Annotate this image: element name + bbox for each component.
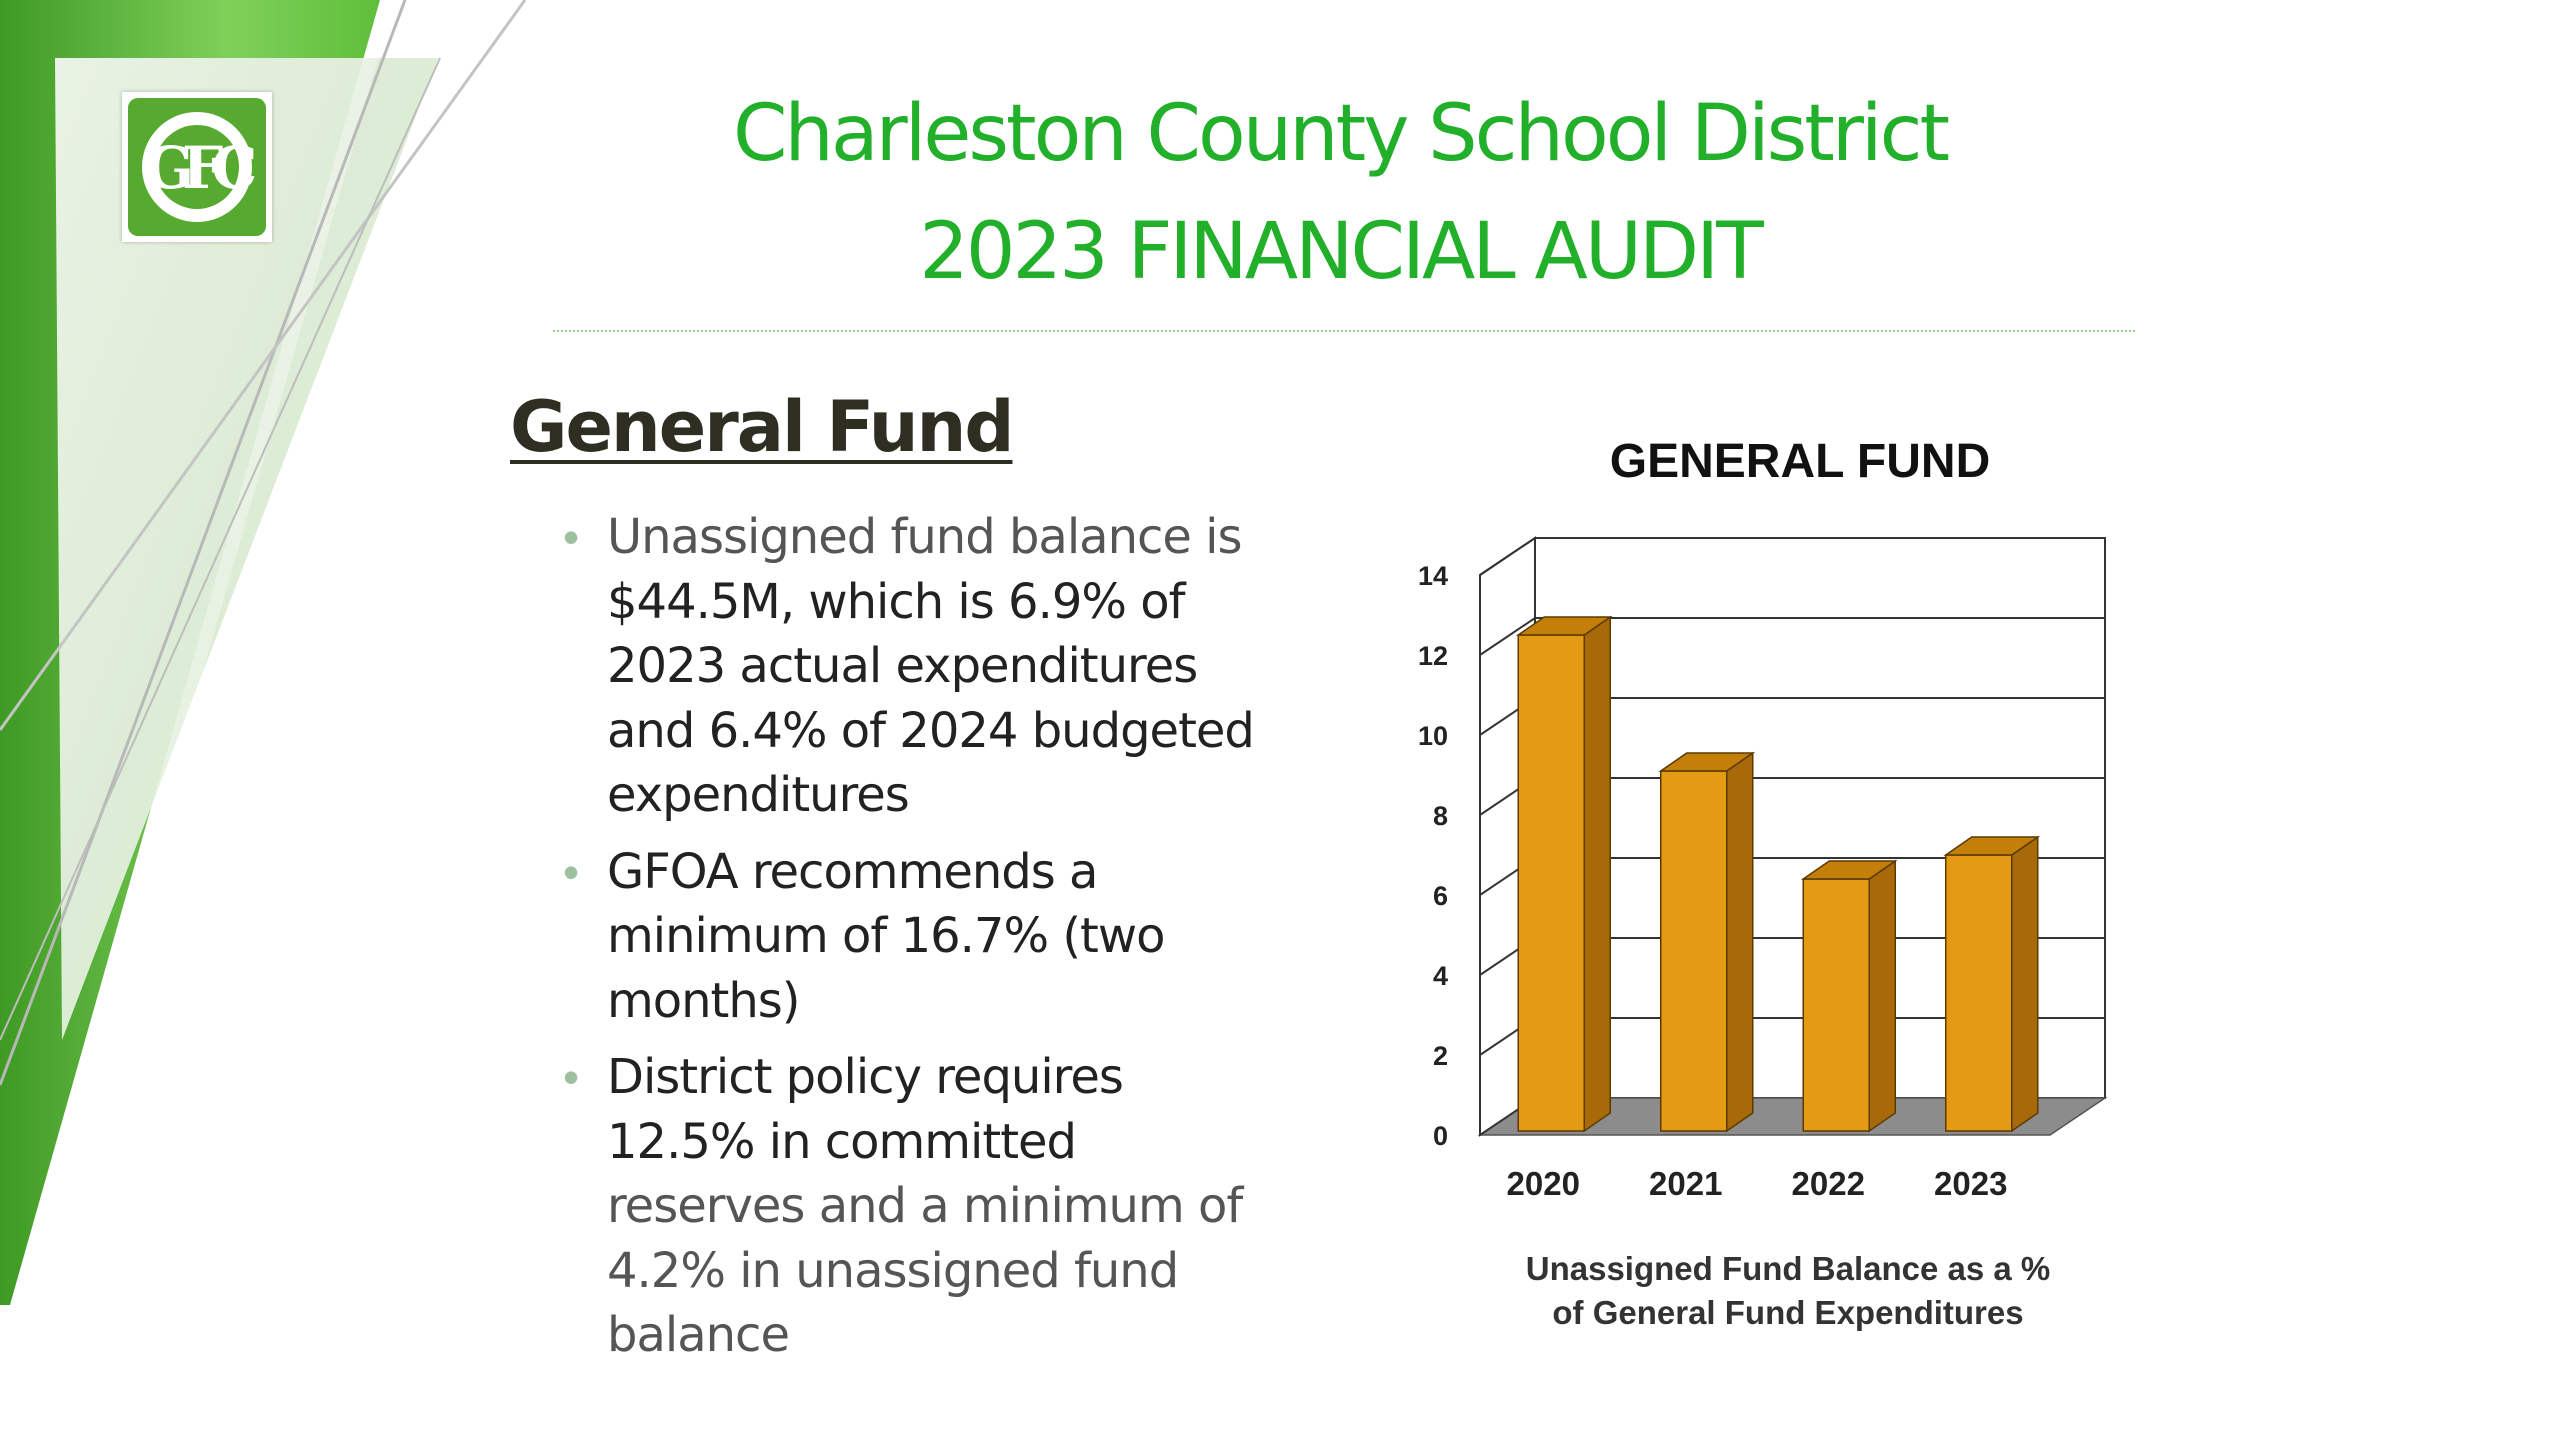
- x-tick-label: 2023: [1934, 1165, 2008, 1202]
- x-tick-label: 2022: [1791, 1165, 1865, 1202]
- bullet-line: reserves and a minimum of: [607, 1178, 1243, 1234]
- x-tick-label: 2020: [1506, 1165, 1580, 1202]
- y-tick-label: 4: [1432, 961, 1448, 991]
- bullet-line: $44.5M, which is 6.9% of: [607, 573, 1185, 630]
- bar-side: [1727, 753, 1753, 1131]
- bullet-list: [555, 505, 1335, 1380]
- chart-title: GENERAL FUND: [1609, 435, 1991, 488]
- bullet-line: balance: [607, 1307, 789, 1363]
- decorative-corner: [0, 0, 560, 1440]
- bullet-line: expenditures: [607, 767, 909, 823]
- bar-front: [1661, 771, 1727, 1131]
- bullet-item: [555, 840, 1335, 1034]
- bar-side: [1869, 861, 1895, 1131]
- y-tick-label: 10: [1417, 721, 1448, 751]
- chart-caption-line: of General Fund Expenditures: [1552, 1294, 2024, 1331]
- slide-title-line1: Charleston County School District: [732, 89, 1948, 179]
- bullet-line: GFOA recommends a: [607, 843, 1098, 900]
- chart-caption-line: Unassigned Fund Balance as a %: [1525, 1250, 2051, 1287]
- y-tick-label: 6: [1432, 881, 1448, 911]
- bar-front: [1803, 879, 1869, 1131]
- bullet-dot: •: [563, 1051, 580, 1103]
- bullet-line: 12.5% in committed: [607, 1113, 1077, 1170]
- section-heading: General Fund: [510, 386, 1013, 468]
- title-divider: [553, 330, 2135, 332]
- bar-front: [1946, 855, 2012, 1131]
- y-tick-label: 12: [1417, 641, 1448, 671]
- bar-front: [1518, 635, 1584, 1131]
- bullet-dot: •: [563, 845, 580, 898]
- y-tick-label: 2: [1432, 1041, 1448, 1071]
- bar-side: [1584, 617, 1610, 1131]
- logo-lettering: GFC: [144, 134, 246, 202]
- general-fund-chart: [1380, 420, 2210, 1360]
- bullet-line: minimum of 16.7% (two: [607, 908, 1165, 964]
- bar-side: [2012, 837, 2038, 1131]
- x-tick-label: 2021: [1649, 1165, 1723, 1202]
- y-tick-label: 0: [1432, 1121, 1448, 1151]
- bullet-line: 2023 actual expenditures: [607, 638, 1198, 694]
- bullet-line: District policy requires: [607, 1049, 1123, 1105]
- bullet-line: months): [607, 972, 800, 1029]
- y-tick-label: 8: [1432, 801, 1448, 831]
- gfc-logo: [122, 92, 272, 242]
- slide-title-line2: 2023 FINANCIAL AUDIT: [919, 207, 1761, 297]
- bullet-item: [555, 1045, 1335, 1368]
- bullet-line: Unassigned fund balance is: [607, 509, 1242, 565]
- y-tick-label: 14: [1417, 561, 1448, 591]
- bullet-dot: •: [563, 511, 580, 563]
- bullet-line: and 6.4% of 2024 budgeted: [607, 702, 1254, 759]
- bullet-line: 4.2% in unassigned fund: [607, 1242, 1179, 1299]
- bullet-item: [555, 505, 1335, 828]
